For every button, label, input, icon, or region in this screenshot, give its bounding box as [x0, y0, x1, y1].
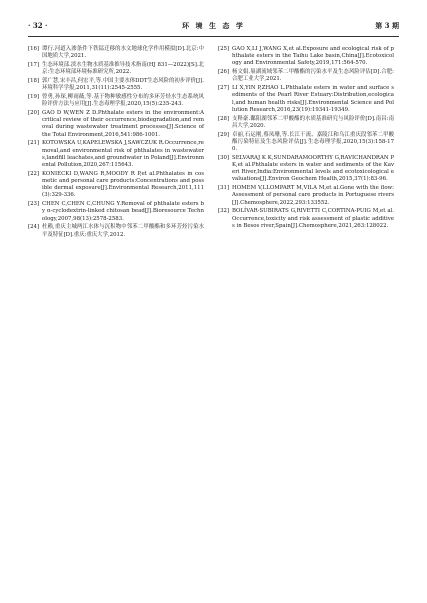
reference-text: 卓丽,石运刚,蔡凤珊,等.长江干流、嘉陵江和乌江重庆段邻苯二甲酸酯污染特征及生态风险评估[J].生态毒理学报,2020,15(3):158-170. [232, 131, 394, 153]
reference-number: [18] [28, 78, 40, 84]
reference-entry [28, 110, 204, 139]
reference-text: GAO X,LI J,WANG X,et al.Exposure and ecological risk of phthalate esters in the Taihu Lake basin,China[J].Ecotoxicology and Environmental Safety,2019,171:564-570. [232, 46, 394, 67]
reference-text: 曾勇,孙琛,柳雨薇,等.基于物种敏感性分布的多环芳烃水生态系统风险评价方法与应用[J].生态毒理学报,2020,15(5):235-243. [42, 94, 204, 108]
reference-entry [218, 132, 394, 154]
reference-text: 生态环境部.淡水生物水质基准推导技术指南(HJ 831—2022)[S].北京:生态环境部环境标准研究所,2022. [42, 62, 204, 76]
reference-entry [28, 201, 204, 223]
references-left-column [28, 46, 204, 240]
reference-text: GAO D W,WEN Z D.Phthalate esters in the environment:A critical review of their occurrence,biodegradation,and removal during wastewater treatment processes[J].Science of the Total Environment,2016,541:986-1001. [42, 110, 204, 138]
reference-entry [218, 46, 394, 68]
reference-entry [218, 85, 394, 114]
reference-text: BOLÍVAR-SUBIRATS G,RIVETTI C,CORTINA-PUIG M,et al.Occurrence,toxicity and risk assessment of plastic additives in Besos river,Spain[J].Chemosphere,2021,263:128022. [232, 208, 394, 229]
reference-text: KOTOWSKA U,KAPELEWSKA J,SAWCZUK R.Occurrence,removal,and environmental risk of phthalates in wastewaters,landfill leachates,and groundwater in Poland[J].Environmental Pollution,2020,267:115643. [42, 140, 204, 169]
reference-number: [28] [218, 115, 230, 122]
reference-entry [218, 116, 394, 130]
reference-entry [28, 224, 204, 238]
reference-text: LI X,YIN P,ZHAO L.Phthalate esters in water and surface sediments of the Pearl River Estuary:Distribution,ecological,and human health risks[J].Environmental Science and Pollution Research,2016,23(19):19341-19349. [232, 85, 394, 113]
reference-entry [218, 155, 394, 184]
reference-number: [29] [218, 131, 230, 138]
page-number: · 32 · [28, 21, 48, 30]
reference-number: [25] [218, 46, 230, 52]
reference-number: [23] [28, 201, 40, 208]
reference-text: KONIECKI D,WANG R,MOODY R P,et al.Phthalates in cosmetic and personal care products:Concentrations and possible dermal exposure[J].Environmental Research,2011,111(3):329-336. [42, 170, 204, 199]
reference-entry [218, 69, 394, 83]
reference-number: [27] [218, 85, 230, 92]
reference-entry [28, 78, 204, 92]
header-rule [28, 36, 399, 37]
reference-text: CHEN C,CHEN C,CHUNG Y.Removal of phthalate esters by α-cyclodextrin-linked chitosan bead[J].Bioresource Technology,2007,98(13):2578-2583. [42, 201, 204, 222]
references-right-column [218, 46, 394, 232]
reference-entry [28, 62, 204, 76]
reference-text: SELVARAJ K K,SUNDARAMOORTHY G,RAVICHANDRAN P K,et al.Phthalate esters in water and sediments of the Kaveri River,India:Environmental levels and ecotoxicological evaluations[J].Environ Geochem Health,2015,37(1):83-96. [232, 154, 394, 183]
reference-entry [218, 185, 394, 207]
reference-number: [24] [28, 224, 40, 231]
reference-text: 杜赖,重庆主城两江水体与沉积物中邻苯二甲酸酯和多环芳烃污染水平及特征[D].重庆:重庆大学,2012. [42, 224, 204, 238]
reference-number: [22] [28, 170, 40, 177]
reference-entry [28, 46, 204, 60]
journal-title: 环 境 生 态 学 [182, 21, 245, 30]
reference-number: [26] [218, 69, 230, 76]
reference-entry [28, 140, 204, 169]
reference-text: 郭广慧,宋丰昌,何宏平,等.中国主要水体DDT生态风险的初步评价[J].环境科学学报,2011,31(11):2545-2555. [42, 78, 204, 92]
reference-number: [19] [28, 94, 40, 100]
reference-text: 支释豪.鄱阳湖邻苯二甲酸酯的水质基准研究与风险评价[D].南昌:南昌大学,2020. [232, 115, 394, 129]
reference-number: [32] [218, 208, 230, 215]
reference-text: 谭行.河道入渗条件下铁锰迁移的水文地球化学作用模拟[D].北京:中国地质大学,2021. [42, 46, 204, 60]
reference-entry [28, 94, 204, 108]
reference-number: [20] [28, 110, 40, 116]
reference-number: [30] [218, 154, 230, 161]
reference-number: [16] [28, 46, 40, 52]
reference-number: [17] [28, 62, 40, 68]
reference-number: [31] [218, 185, 230, 192]
reference-text: 杨文娟.巢湖流域邻苯二甲酸酯的污染水平及生态风险评估[D].合肥:合肥工业大学,2021. [232, 69, 394, 83]
reference-number: [21] [28, 140, 40, 147]
page-header [28, 20, 399, 34]
issue-number: 第 3 期 [375, 21, 399, 30]
reference-entry [218, 208, 394, 230]
reference-entry [28, 171, 204, 200]
reference-text: HOMEM V,LLOMPART M,VILA M,et al.Gone with the flow:Assessment of personal care products in Portuguese rivers[J].Chemosphere,2022,293:133552. [232, 185, 394, 206]
